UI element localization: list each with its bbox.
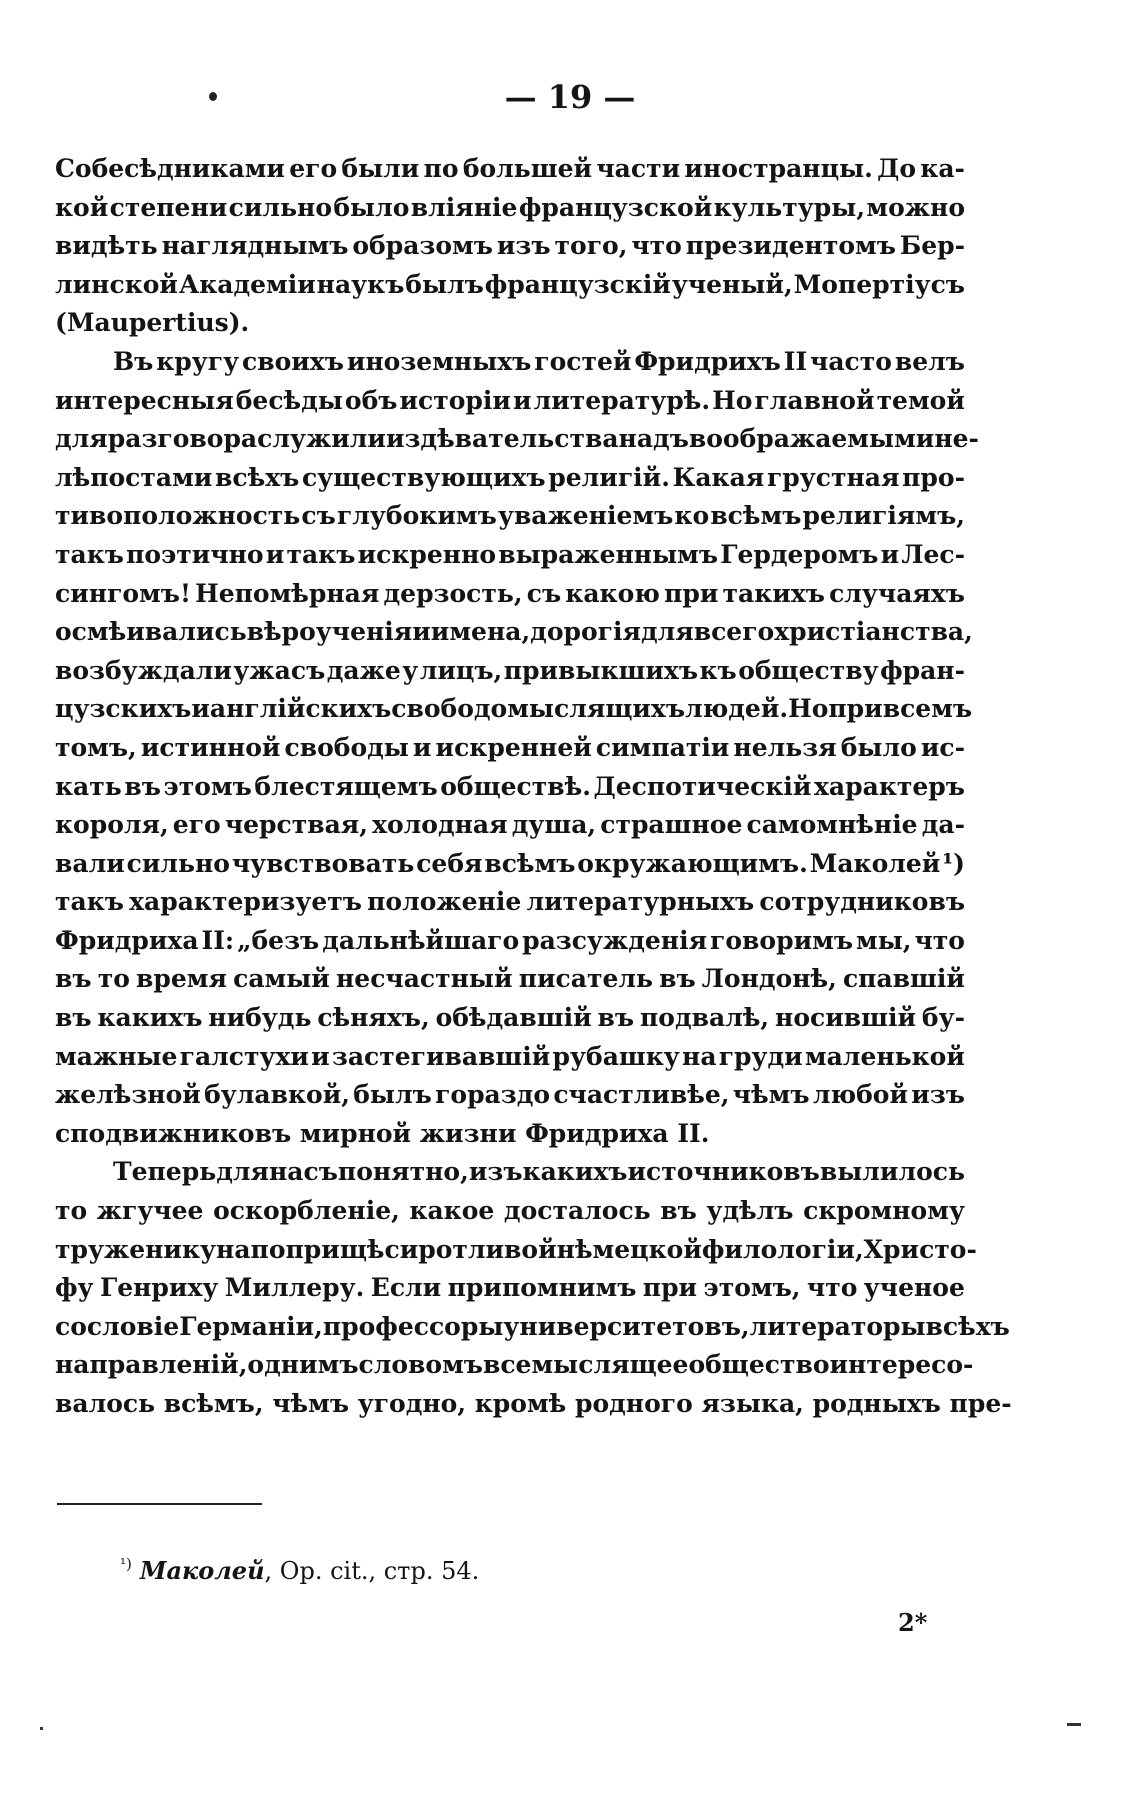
ink-speck	[1067, 1723, 1081, 1726]
text-line: вали сильно чувствовать себя всѣмъ окружающимъ. Маколей ¹)	[55, 848, 965, 878]
body-text	[55, 150, 1012, 1424]
text-line: Собесѣдниками его были по большей части иностранцы. До ка-	[55, 154, 965, 183]
footnote	[120, 1555, 479, 1585]
text-line: сподвижниковъ мирной жизни Фридриха II.	[55, 1118, 710, 1148]
text-line: короля, его черствая, холодная душа, страшное самомнѣніе да-	[55, 810, 965, 840]
text-line: тивоположность съ глубокимъ уваженіемъ ко всѣмъ религіямъ,	[55, 501, 965, 531]
text-line: кой степени сильно было вліяніе французской культуры, можно	[55, 192, 965, 222]
signature-mark: 2*	[898, 1608, 928, 1637]
text-line: направленій, однимъ словомъ все мыслящее общество интересо-	[55, 1350, 974, 1380]
text-line: возбуждали ужасъ даже у лицъ, привыкшихъ къ обществу фран-	[55, 655, 965, 685]
text-line: интересныя бесѣды объ исторіи и литературѣ. Но главной темой	[55, 385, 965, 415]
text-line: труженику на поприщѣ сиротливой нѣмецкой филологіи, Христо-	[55, 1234, 977, 1264]
text-line: фу Генриху Миллеру. Если припомнимъ при этомъ, что ученое	[55, 1273, 965, 1303]
footnote-marker: ¹)	[120, 1555, 132, 1573]
text-line: Въ кругу своихъ иноземныхъ гостей Фридрихъ II часто велъ	[113, 346, 965, 376]
text-line: (Maupertius).	[55, 308, 250, 338]
text-line: линской Академіи наукъ былъ французскій ученый, Мопертіусъ	[55, 269, 965, 299]
text-line: въ то время самый несчастный писатель въ Лондонѣ, спавшій	[55, 964, 965, 994]
text-line: валось всѣмъ, чѣмъ угодно, кромѣ родного языка, родныхъ пре-	[55, 1389, 1012, 1418]
text-line: томъ, истинной свободы и искренней симпатіи нельзя было ис-	[55, 732, 965, 762]
text-line: желѣзной булавкой, былъ гораздо счастливѣе, чѣмъ любой изъ	[55, 1080, 965, 1110]
text-line: лѣпостами всѣхъ существующихъ религій. Какая грустная про-	[55, 462, 965, 492]
ink-speck	[40, 1727, 43, 1730]
text-line: для разговора служили издѣвательства надъ воображаемыми не-	[55, 424, 979, 454]
text-line: въ какихъ нибудь сѣняхъ, обѣдавшій въ подвалѣ, носившій бу-	[55, 1003, 965, 1033]
text-line: цузскихъ и англійскихъ свободомыслящихъ людей. Но при всемъ	[55, 694, 973, 724]
text-line: осмѣивались вѣроученія и имена, дорогія для всего христіанства,	[55, 617, 973, 647]
text-line: такъ характеризуетъ положеніе литературныхъ сотрудниковъ	[55, 887, 965, 917]
text-line: такъ поэтично и такъ искренно выраженнымъ Гердеромъ и Лес-	[55, 539, 965, 569]
text-line: видѣть нагляднымъ образомъ изъ того, что президентомъ Бер-	[55, 231, 965, 261]
footnote-text: , Op. cit., стр. 54.	[264, 1557, 480, 1585]
footnote-rule	[57, 1503, 262, 1505]
text-line: сингомъ! Непомѣрная дерзость, съ какою при такихъ случаяхъ	[55, 578, 965, 608]
footnote-author: Маколей	[139, 1556, 265, 1585]
text-line: Фридриха II: „безъ дальнѣйшаго разсужденія говоримъ мы, что	[55, 925, 965, 955]
text-line: кать въ этомъ блестящемъ обществѣ. Деспотическій характеръ	[55, 771, 965, 801]
text-line: то жгучее оскорбленіе, какое досталось въ удѣлъ скромному	[55, 1196, 965, 1226]
text-line: Теперь для насъ понятно, изъ какихъ источниковъ вылилось	[113, 1157, 965, 1187]
text-line: мажные галстухи и застегивавшій рубашку на груди маленькой	[55, 1041, 965, 1071]
page-number: — 19 —	[504, 78, 636, 116]
text-line: сословіе Германіи, профессоры университетовъ, литераторы всѣхъ	[55, 1311, 1010, 1341]
